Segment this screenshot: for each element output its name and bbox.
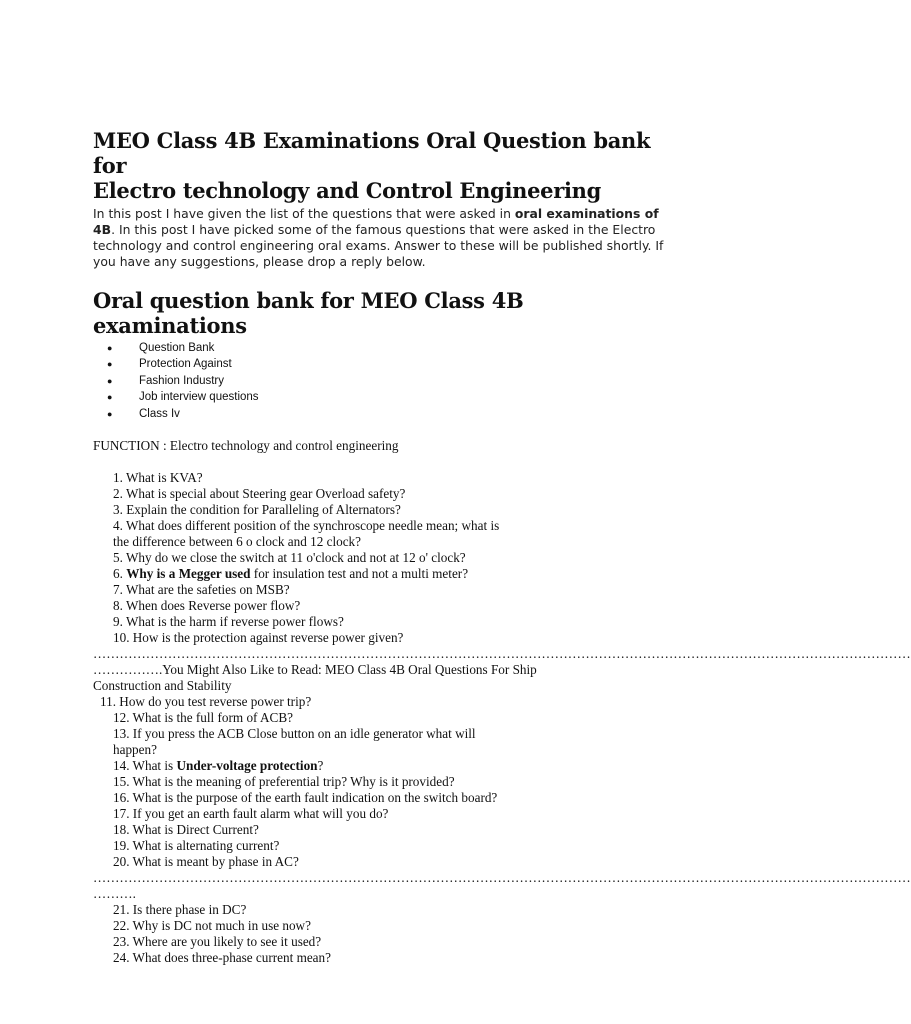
question-3: 3. Explain the condition for Paralleling of Alternators? [113,501,401,517]
tag-list [93,340,678,422]
question-14 [93,758,678,774]
bullet-icon: ● [107,392,113,403]
section-heading-line-2: examinations [93,313,247,338]
question-8: 8. When does Reverse power flow? [113,597,301,613]
intro-paragraph [93,206,678,270]
question-4-continued: the difference between 6 o clock and 12 clock? [113,533,362,549]
tag-label: Job interview questions [139,391,259,404]
question-list [93,454,911,966]
tag-item[interactable] [107,373,678,389]
question-12: 12. What is the full form of ACB? [113,709,293,725]
question-11: 11. How do you test reverse power trip? [100,693,312,709]
question-5: 5. Why do we close the switch at 11 o'clock and not at 12 o' clock? [113,549,466,565]
question-2: 2. What is special about Steering gear Overload safety? [113,485,406,501]
question-15: 15. What is the meaning of preferential trip? Why is it provided? [113,773,455,789]
question-6 [93,566,678,582]
question-14-number: 14. What is [113,757,177,773]
tag-item[interactable] [107,389,678,405]
function-line: FUNCTION : Electro technology and control engineering [93,437,399,453]
dotted-separator: …………………………………………………………………………………………………………………………………………………………………… [93,869,911,885]
bullet-icon: ● [107,408,113,419]
question-6-number: 6. [113,565,127,581]
page-title-line-2: Electro technology and Control Engineering [93,178,602,203]
tag-label: Fashion Industry [139,374,225,387]
question-17: 17. If you get an earth fault alarm what will you do? [113,805,389,821]
question-21: 21. Is there phase in DC? [113,901,247,917]
question-6-bold: Why is a Megger used [126,565,251,581]
question-9: 9. What is the harm if reverse power flows? [113,613,344,629]
question-18: 18. What is Direct Current? [113,821,259,837]
page-title-line-1: MEO Class 4B Examinations Oral Question bank for [93,128,651,178]
question-24: 24. What does three-phase current mean? [113,949,331,965]
question-23: 23. Where are you likely to see it used? [113,933,322,949]
question-22: 22. Why is DC not much in use now? [113,917,311,933]
question-1: 1. What is KVA? [113,469,203,485]
tag-item[interactable] [107,356,678,372]
question-6-rest: for insulation test and not a multi meter? [250,565,469,581]
question-13: 13. If you press the ACB Close button on an idle generator what will [113,725,476,741]
dotted-separator: …………………………………………………………………………………………………………………………………………………………………… [93,645,911,661]
intro-text-2: . In this post I have picked some of the famous questions that were asked in the Electro technology and control engineering oral exams. Answer to these will be published shortly. If you have any suggestions, please drop a reply below. [93,222,664,269]
question-14-rest: ? [317,757,324,773]
question-20: 20. What is meant by phase in AC? [113,853,299,869]
question-13-continued: happen? [113,741,157,757]
tag-item[interactable] [107,406,678,422]
section-heading [93,288,678,338]
tag-label: Class Iv [139,407,180,420]
tag-label: Question Bank [139,342,215,354]
page-title [93,128,678,203]
question-10: 10. How is the protection against reverse power given? [113,629,404,645]
document-page [93,128,911,966]
question-14-bold: Under-voltage protection [176,757,318,773]
intro-bold-link[interactable]: oral examinations of 4B [93,206,659,237]
read-also-link[interactable]: …………….You Might Also Like to Read: MEO Class 4B Oral Questions For Ship [93,661,537,677]
question-19: 19. What is alternating current? [113,837,280,853]
bullet-icon: ● [107,375,113,386]
bullet-icon: ● [107,359,113,370]
tag-item[interactable] [107,340,678,356]
dotted-separator-tail: ………. [93,885,136,901]
read-also-link-continued[interactable]: Construction and Stability [93,677,232,693]
question-16: 16. What is the purpose of the earth fault indication on the switch board? [113,789,498,805]
bullet-icon: ● [107,343,113,353]
question-7: 7. What are the safeties on MSB? [113,581,290,597]
intro-text-1: In this post I have given the list of the questions that were asked in [93,206,515,221]
section-heading-line-1: Oral question bank for MEO Class 4B [93,288,524,313]
question-4: 4. What does different position of the synchroscope needle mean; what is [113,517,500,533]
tag-label: Protection Against [139,358,232,371]
